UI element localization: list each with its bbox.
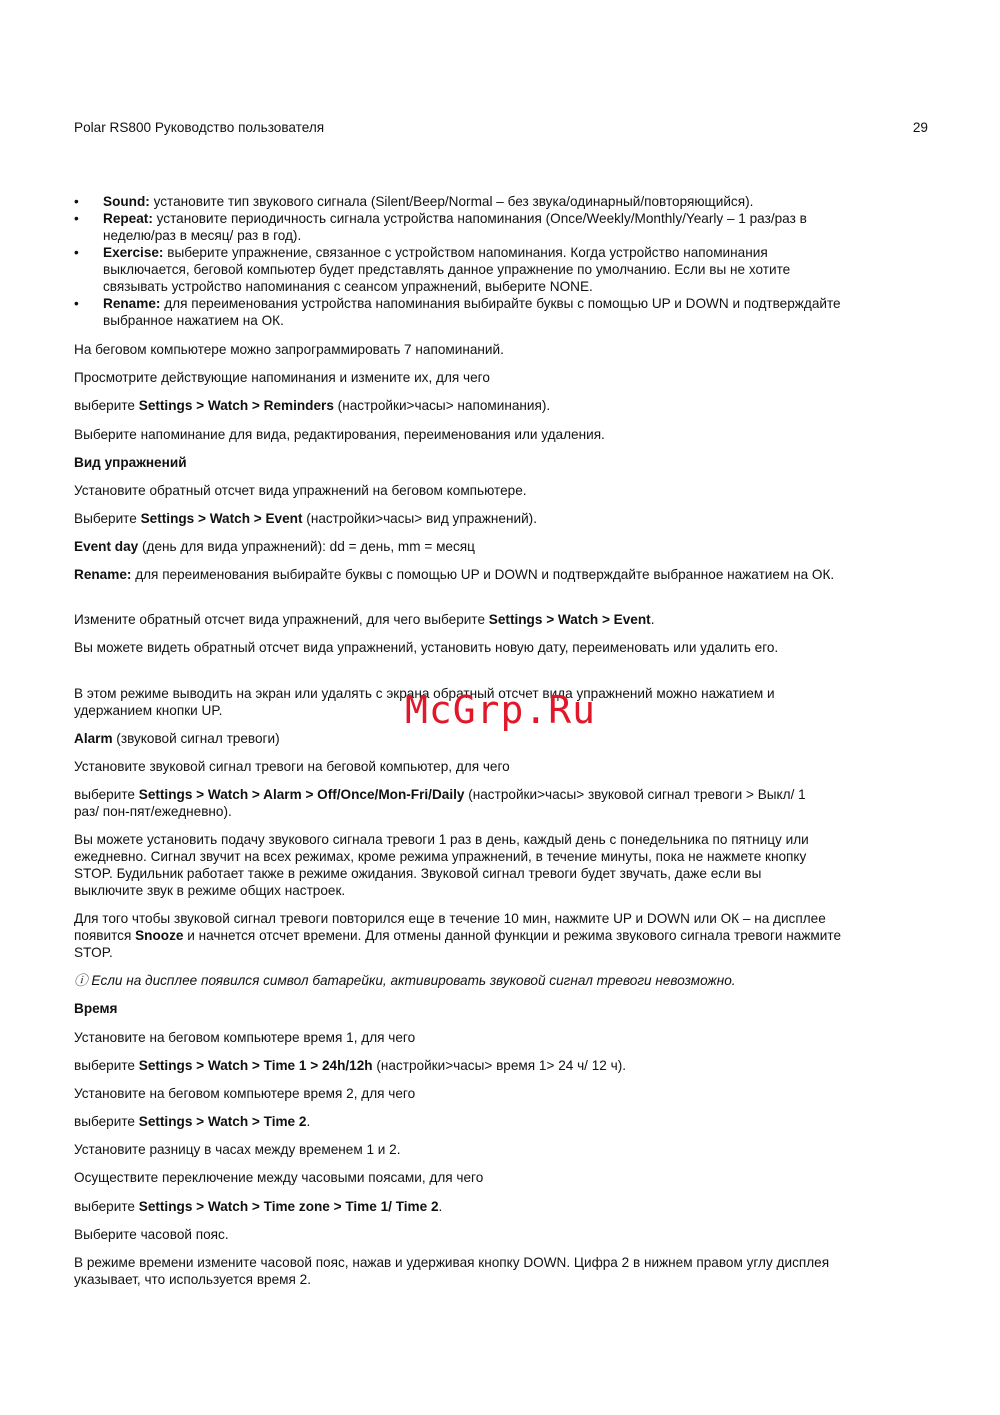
list-item: • Rename: для переименования устройства напоминания выбирайте буквы с помощью UP и DOWN и подтверждайте выбранное нажатием на ОК. bbox=[74, 296, 841, 328]
bullet-text: для переименования устройства напоминания выбирайте буквы с помощью UP и DOWN и подтверждайте выбранное нажатием на ОК. bbox=[103, 296, 841, 328]
list-item: • Repeat: установите периодичность сигнала устройства напоминания (Once/Weekly/Monthly/Yearly – 1 раз/раз в неделю/раз в месяц/ раз в год). bbox=[74, 211, 807, 243]
paragraph: выберите Settings > Watch > Time zone > Time 1/ Time 2. bbox=[74, 1199, 443, 1214]
paragraph: Установите на беговом компьютере время 1, для чего bbox=[74, 1030, 416, 1045]
paragraph: Вы можете видеть обратный отсчет вида упражнений, установить новую дату, переименовать или удалить его. bbox=[74, 640, 779, 655]
section-heading-event: Вид упражнений bbox=[74, 455, 187, 470]
paragraph: Для того чтобы звуковой сигнал тревоги повторился еще в течение 10 мин, нажмите UP и DOWN или ОК – на дисплее появится Snooze и начнется отсчет времени. Для отмены данной функции и режима звукового сигнала тревоги нажмите STOP. bbox=[74, 911, 842, 960]
bullet-text: установите тип звукового сигнала (Silent/Beep/Normal – без звука/одинарный/повторяющийся). bbox=[153, 194, 754, 209]
bullet-label: Rename: bbox=[103, 296, 161, 311]
bullet-text: установите периодичность сигнала устройства напоминания (Once/Weekly/Monthly/Yearly – 1 раз/раз в неделю/раз в месяц/ раз в год). bbox=[103, 211, 807, 243]
bullet-label: Exercise: bbox=[103, 245, 164, 260]
menu-path: Settings > Watch > Reminders bbox=[138, 398, 334, 413]
menu-path: Settings > Watch > Alarm > Off/Once/Mon-Fri/Daily bbox=[138, 787, 465, 802]
paragraph: В этом режиме выводить на экран или удалять с экрана обратный отсчет вида упражнений можно нажатием и удержанием кнопки UP. bbox=[74, 686, 775, 718]
paragraph: На беговом компьютере можно запрограммировать 7 напоминаний. bbox=[74, 342, 504, 357]
list-item: • Exercise: выберите упражнение, связанное с устройством напоминания. Когда устройство напоминания выключается, беговой компьютер будет представлять данное упражнение по умолчанию. Если вы не хотите связывать устройство напоминания с сеансом упражнений, выберите NONE. bbox=[74, 245, 791, 294]
paragraph: Выберите часовой пояс. bbox=[74, 1227, 229, 1242]
note: ⓘ Если на дисплее появился символ батарейки, активировать звуковой сигнал тревоги невозможно. bbox=[74, 973, 736, 988]
menu-path: Settings > Watch > Event bbox=[140, 511, 303, 526]
paragraph: Event day (день для вида упражнений): dd = день, mm = месяц bbox=[74, 539, 475, 554]
paragraph: Выберите Settings > Watch > Event (настройки>часы> вид упражнений). bbox=[74, 511, 537, 526]
paragraph: выберите Settings > Watch > Reminders (настройки>часы> напоминания). bbox=[74, 398, 551, 413]
paragraph: выберите Settings > Watch > Time 1 > 24h/12h (настройки>часы> время 1> 24 ч/ 12 ч). bbox=[74, 1058, 627, 1073]
paragraph: Установите звуковой сигнал тревоги на беговой компьютер, для чего bbox=[74, 759, 510, 774]
paragraph: Измените обратный отсчет вида упражнений, для чего выберите Settings > Watch > Event. bbox=[74, 612, 655, 627]
document-title: Polar RS800 Руководство пользователя bbox=[74, 120, 325, 135]
paragraph: Вы можете установить подачу звукового сигнала тревоги 1 раз в день, каждый день с понедельника по пятницу или ежедневно. Сигнал звучит на всех режимах, кроме режима упражнений, в течение минуты, пока не нажмете кнопку STOP. Будильник работает также в режиме ожидания. Звуковой сигнал тревоги будет звучать, даже если вы выключите звук в режиме общих настроек. bbox=[74, 832, 809, 898]
paragraph: Выберите напоминание для вида, редактирования, переименования или удаления. bbox=[74, 427, 605, 442]
menu-path: Settings > Watch > Time zone > Time 1/ Time 2 bbox=[138, 1199, 439, 1214]
paragraph: В режиме времени измените часовой пояс, нажав и удерживая кнопку DOWN. Цифра 2 в нижнем правом углу дисплея указывает, что используется время 2. bbox=[74, 1255, 830, 1287]
paragraph: выберите Settings > Watch > Time 2. bbox=[74, 1114, 311, 1129]
menu-path: Settings > Watch > Time 2 bbox=[138, 1114, 307, 1129]
paragraph: Просмотрите действующие напоминания и измените их, для чего bbox=[74, 370, 490, 385]
page-number: 29 bbox=[912, 120, 928, 135]
bullet-text: выберите упражнение, связанное с устройством напоминания. Когда устройство напоминания выключается, беговой компьютер будет представлять данное упражнение по умолчанию. Если вы не хотите связывать устройство напоминания с сеансом упражнений, выберите NONE. bbox=[103, 245, 791, 294]
paragraph: Установите разницу в часах между временем 1 и 2. bbox=[74, 1142, 401, 1157]
paragraph: Rename: для переименования выбирайте буквы с помощью UP и DOWN и подтверждайте выбранное нажатием на ОК. bbox=[74, 567, 835, 582]
info-icon: ⓘ bbox=[74, 973, 92, 988]
list-item: • Sound: установите тип звукового сигнала (Silent/Beep/Normal – без звука/одинарный/повторяющийся). bbox=[74, 194, 754, 209]
section-heading-time: Время bbox=[74, 1001, 118, 1016]
menu-path: Settings > Watch > Time 1 > 24h/12h bbox=[138, 1058, 373, 1073]
watermark: McGrp.Ru bbox=[405, 688, 597, 732]
paragraph: выберите Settings > Watch > Alarm > Off/Once/Mon-Fri/Daily (настройки>часы> звуковой сигнал тревоги > Выкл/ 1 раз/ пон-пят/ежедневно). bbox=[74, 787, 806, 819]
paragraph: Осуществите переключение между часовыми поясами, для чего bbox=[74, 1170, 484, 1185]
paragraph: Установите обратный отсчет вида упражнений на беговом компьютере. bbox=[74, 483, 527, 498]
menu-path: Settings > Watch > Event bbox=[488, 612, 651, 627]
paragraph: Alarm (звуковой сигнал тревоги) bbox=[74, 731, 280, 746]
settings-bullet-list bbox=[74, 193, 844, 329]
bullet-label: Repeat: bbox=[103, 211, 153, 226]
bullet-label: Sound: bbox=[103, 194, 150, 209]
paragraph: Установите на беговом компьютере время 2, для чего bbox=[74, 1086, 416, 1101]
